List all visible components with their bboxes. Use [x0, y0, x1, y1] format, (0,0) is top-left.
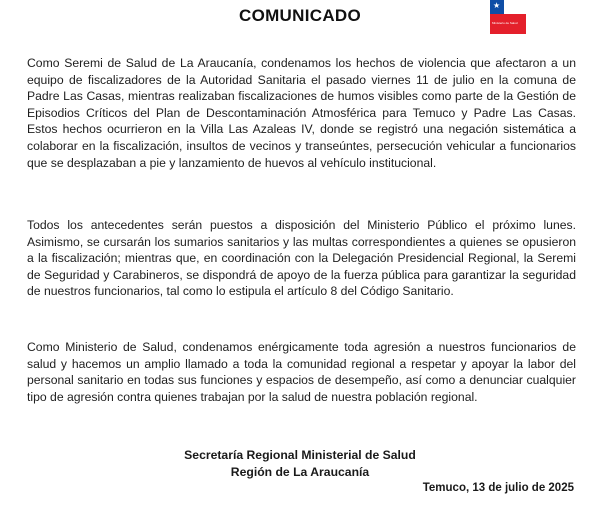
logo-white-field	[504, 0, 526, 14]
signature-line-2: Región de La Araucanía	[230, 465, 370, 479]
paragraph-2: Todos los antecedentes serán puestos a disposición del Ministerio Público el próximo lunes. Asimismo, se cursarán los sumarios sanitarios y las multas correspondientes a quienes se opusieron a la fiscalización; mientras que, en coordinación con la Delegación Presidencial Regional, la Seremi de Seguridad y Carabineros, se dispondrá de apoyo de la fuerza pública para garantizar la seguridad de nuestros funcionarios, tal como lo estipula el artículo 8 del Código Sanitario.	[27, 218, 576, 299]
signature-block	[0, 447, 600, 481]
page-title: COMUNICADO	[239, 6, 361, 25]
dateline: Temuco, 13 de julio de 2025	[422, 482, 574, 494]
ministry-logo	[490, 0, 526, 34]
logo-ministry-text: Ministerio de Salud	[492, 21, 518, 25]
paragraph-3: Como Ministerio de Salud, condenamos enérgicamente toda agresión a nuestros funcionarios de salud y hacemos un amplio llamado a toda la comunidad regional a respetar y apoyar la labor del personal sanitario en todas sus funciones y espacios de desempeño, así como a denunciar cualquier tipo de agresión contra quienes trabajan por la salud de nuestra población regional.	[27, 340, 576, 404]
star-icon: ★	[493, 1, 501, 10]
paragraph-1: Como Seremi de Salud de La Araucanía, condenamos los hechos de violencia que afectaron a un equipo de fiscalizadores de la Autoridad Sanitaria el pasado viernes 11 de julio en la comuna de Padre Las Casas, mientras realizaban fiscalizaciones de humos visibles como parte de la Gestión de Episodios Críticos del Plan de Descontaminación Atmosférica para Temuco y Padre Las Casas. Estos hechos ocurrieron en la Villa Las Azaleas IV, donde se registró una negación sistemática a colaborar en la fiscalización, insultos de vecinos y transeúntes, persecución vehicular a funcionarios que se desplazaban a pie y lanzamiento de huevos al vehículo institucional.	[27, 56, 576, 170]
signature-line-1: Secretaría Regional Ministerial de Salud	[184, 448, 416, 462]
